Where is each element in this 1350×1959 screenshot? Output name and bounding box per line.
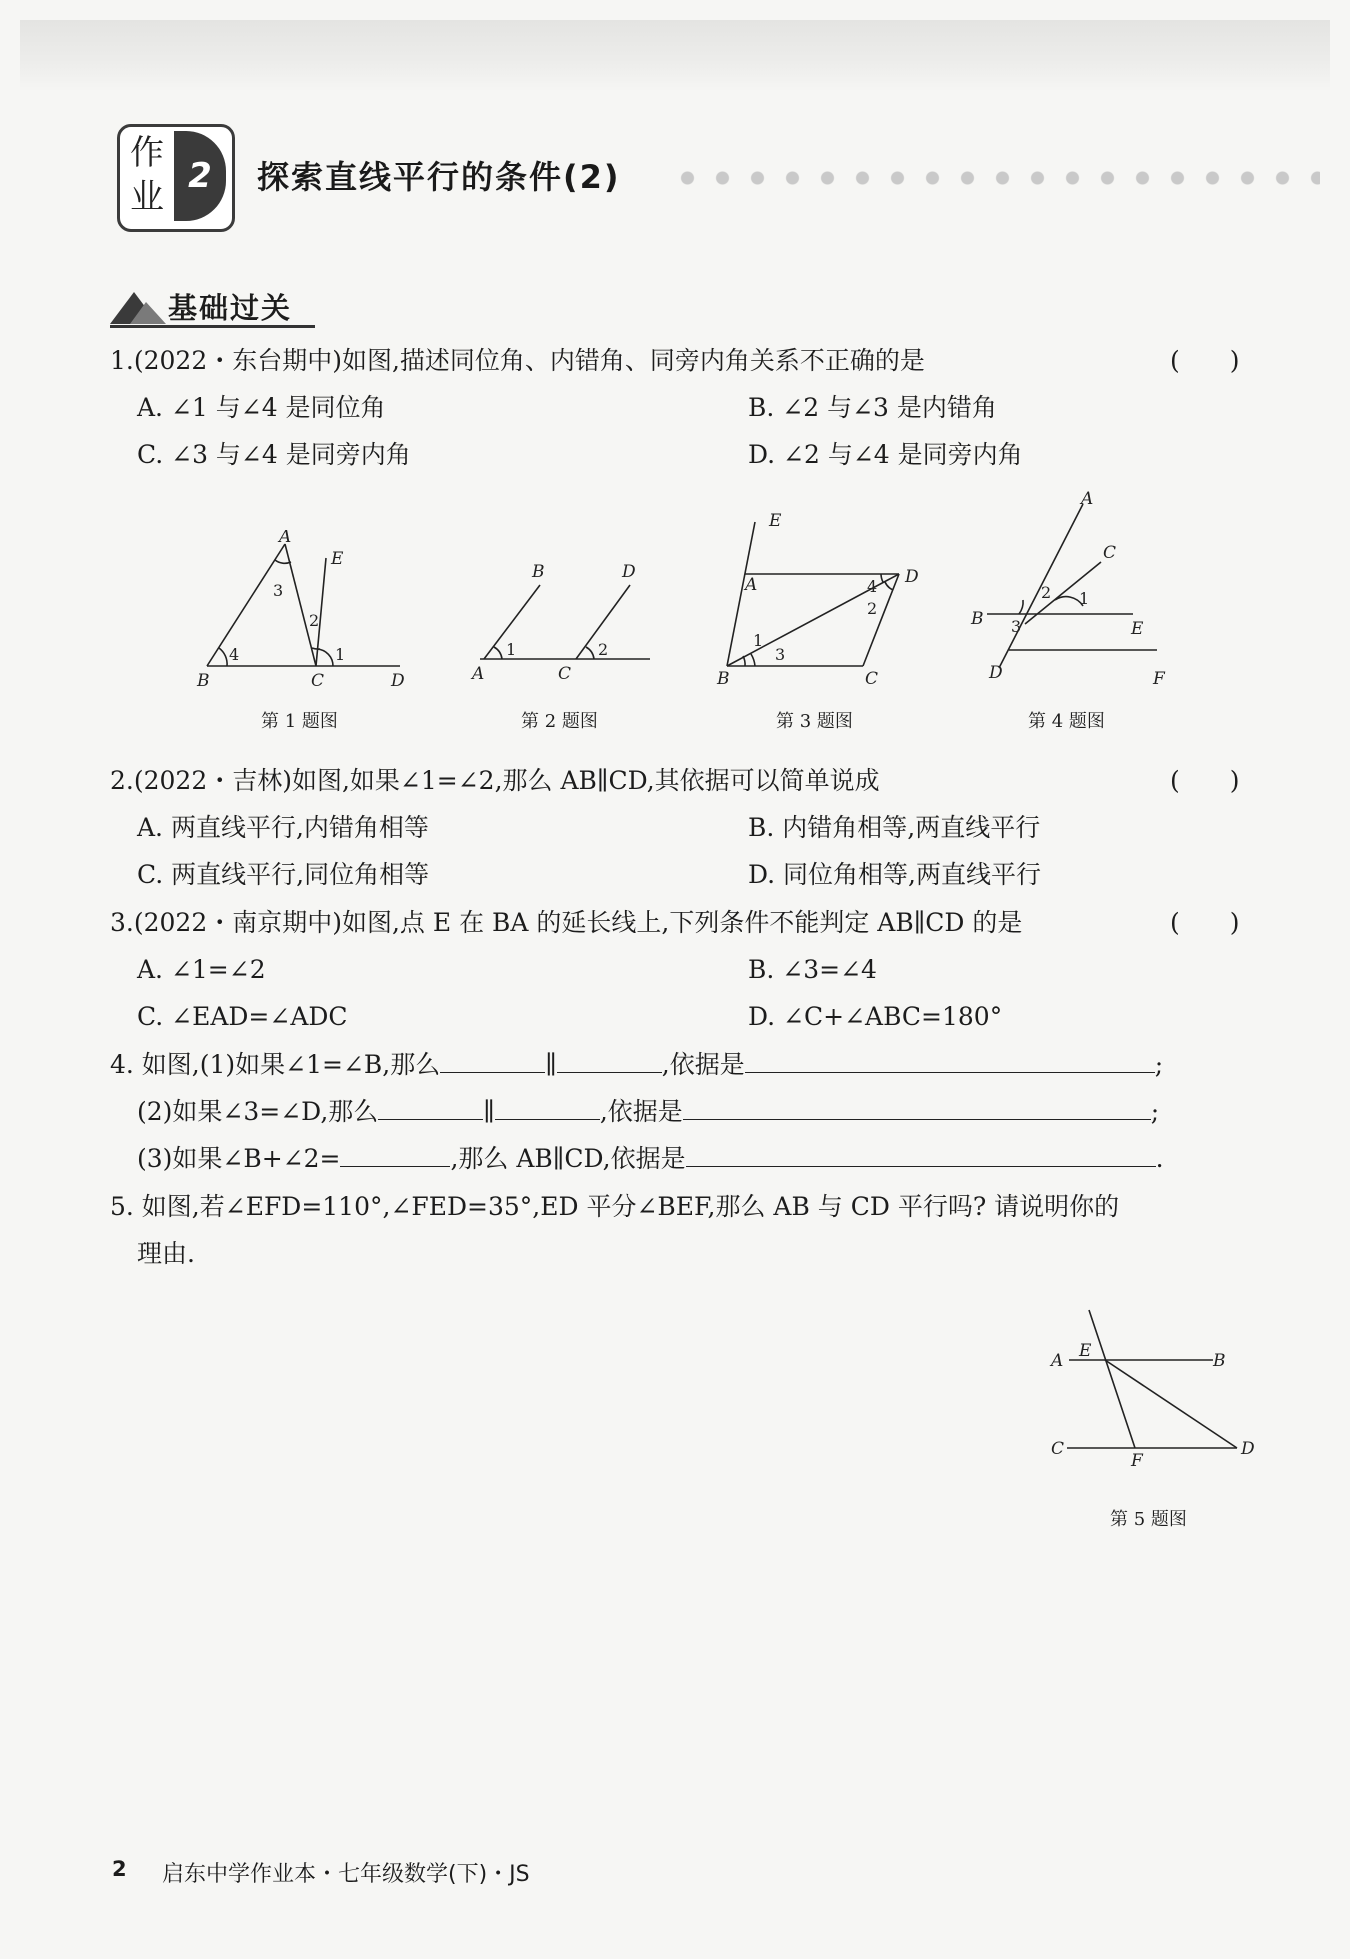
q4-line-1	[110, 1048, 1163, 1082]
decorative-dots	[670, 170, 1320, 186]
fig3-angle-2: 2	[867, 599, 878, 618]
fig3-angle-3: 3	[775, 645, 786, 664]
badge-label	[124, 131, 170, 221]
q2-option-b: B. 内错角相等,两直线平行	[748, 813, 1041, 842]
fig2-label-d: D	[622, 562, 636, 582]
q2-stem: 2.(2022・吉林)如图,如果∠1=∠2,那么 AB∥CD,其依据可以简单说成	[110, 766, 880, 795]
fig5-label-e: E	[1079, 1341, 1092, 1361]
q2-option-c: C. 两直线平行,同位角相等	[137, 860, 430, 889]
fig1-label-e: E	[331, 549, 344, 569]
fig4-label-b: B	[971, 609, 984, 629]
fig2-angle-2: 2	[598, 640, 609, 659]
fig1-label-b: B	[197, 671, 210, 690]
fig1-label-a: A	[279, 530, 292, 547]
q3-option-b: B. ∠3=∠4	[748, 955, 877, 984]
fig2-angle-1: 1	[506, 640, 517, 659]
fig3-label-d: D	[905, 567, 919, 587]
fig4-label-a: A	[1081, 489, 1094, 509]
q4-line-3	[137, 1142, 1164, 1176]
q4-1-blank-b[interactable]	[557, 1048, 662, 1073]
figure-1-caption: 第 1 题图	[261, 711, 338, 732]
q4-1-end: ;	[1154, 1050, 1164, 1079]
q4-3-prefix: (3)如果∠B+∠2=	[137, 1144, 341, 1173]
fig1-label-d: D	[391, 671, 405, 690]
fig3-label-b: B	[717, 669, 730, 689]
q1-stem: 1.(2022・东台期中)如图,描述同位角、内错角、同旁内角关系不正确的是	[110, 346, 925, 375]
q4-3-blank-a[interactable]	[340, 1142, 450, 1167]
fig1-angle-3: 3	[273, 581, 284, 600]
fig2-label-a: A	[472, 664, 485, 684]
fig3-angle-1: 1	[753, 631, 764, 650]
q4-3-reason-blank[interactable]	[686, 1142, 1156, 1167]
fig4-label-f: F	[1153, 669, 1165, 688]
fig4-label-d: D	[989, 663, 1003, 683]
badge-bottom-char: 业	[130, 177, 164, 217]
q3-option-d: D. ∠C+∠ABC=180°	[748, 1002, 1003, 1031]
q4-1-reason-label: ,依据是	[661, 1050, 745, 1079]
q1-answer-paren: ( )	[1170, 346, 1240, 375]
q2-option-d: D. 同位角相等,两直线平行	[748, 860, 1041, 889]
section-title: 基础过关	[168, 291, 293, 325]
figure-4-caption: 第 4 题图	[1028, 711, 1105, 732]
fig1-label-c: C	[311, 671, 325, 690]
section-underline	[110, 325, 315, 328]
fig3-label-a: A	[745, 575, 758, 595]
fig4-angle-1: 1	[1079, 589, 1090, 608]
assignment-badge	[117, 124, 235, 232]
badge-top-char: 作	[130, 133, 164, 173]
figure-3	[715, 510, 925, 694]
q4-line-2	[137, 1095, 1159, 1129]
q4-2-prefix: (2)如果∠3=∠D,那么	[137, 1097, 379, 1126]
q2-option-a: A. 两直线平行,内错角相等	[137, 813, 429, 842]
figure-3-caption: 第 3 题图	[776, 711, 853, 732]
q4-2-reason-label: ,依据是	[599, 1097, 683, 1126]
q4-1-parallel: ∥	[545, 1050, 557, 1079]
figure-5-caption: 第 5 题图	[1110, 1509, 1187, 1530]
fig4-angle-3: 3	[1011, 617, 1022, 636]
q1-option-b: B. ∠2 与∠3 是内错角	[748, 393, 997, 422]
fig5-label-b: B	[1213, 1351, 1226, 1371]
figure-4	[965, 488, 1185, 692]
q4-2-reason-blank[interactable]	[683, 1095, 1151, 1120]
q4-2-blank-b[interactable]	[495, 1095, 600, 1120]
figure-2	[470, 555, 660, 689]
book-title: 启东中学作业本・七年级数学(下)・JS	[162, 1862, 530, 1887]
fig1-angle-1: 1	[335, 645, 346, 664]
fig5-label-d: D	[1241, 1439, 1255, 1459]
q4-1-blank-a[interactable]	[440, 1048, 545, 1073]
figure-5	[1045, 1300, 1265, 1479]
q1-option-c: C. ∠3 与∠4 是同旁内角	[137, 440, 411, 469]
page-number: 2	[112, 1857, 127, 1881]
fig2-label-c: C	[558, 664, 572, 684]
q4-1-prefix: 4. 如图,(1)如果∠1=∠B,那么	[110, 1050, 441, 1079]
fig2-label-b: B	[532, 562, 545, 582]
q1-option-a: A. ∠1 与∠4 是同位角	[137, 393, 386, 422]
q5-stem-line-2: 理由.	[137, 1239, 195, 1268]
page-title: 探索直线平行的条件(2)	[257, 158, 621, 196]
fig5-label-a: A	[1051, 1351, 1064, 1371]
q4-2-parallel: ∥	[483, 1097, 495, 1126]
fig3-label-e: E	[769, 511, 782, 531]
q2-answer-paren: ( )	[1170, 766, 1240, 795]
q3-option-c: C. ∠EAD=∠ADC	[137, 1002, 348, 1031]
q5-stem-line-1: 5. 如图,若∠EFD=110°,∠FED=35°,ED 平分∠BEF,那么 AB 与 CD 平行吗? 请说明你的	[110, 1192, 1120, 1221]
fig1-angle-4: 4	[229, 645, 240, 664]
fig1-angle-2: 2	[309, 611, 320, 630]
figure-1	[195, 530, 415, 694]
q3-answer-paren: ( )	[1170, 908, 1240, 937]
q4-2-end: ;	[1150, 1097, 1160, 1126]
q4-3-end: .	[1155, 1144, 1164, 1173]
mountain-icon	[110, 286, 170, 326]
q3-option-a: A. ∠1=∠2	[137, 955, 266, 984]
q1-option-d: D. ∠2 与∠4 是同旁内角	[748, 440, 1023, 469]
q3-stem: 3.(2022・南京期中)如图,点 E 在 BA 的延长线上,下列条件不能判定 AB∥CD 的是	[110, 908, 1023, 937]
fig3-label-c: C	[865, 669, 879, 689]
q4-3-middle: ,那么 AB∥CD,依据是	[450, 1144, 686, 1173]
fig3-angle-4: 4	[867, 577, 878, 596]
fig4-label-c: C	[1103, 543, 1117, 563]
fig5-label-c: C	[1051, 1439, 1065, 1459]
q4-2-blank-a[interactable]	[378, 1095, 483, 1120]
fig5-label-f: F	[1131, 1451, 1143, 1471]
badge-number: 2	[174, 131, 226, 221]
figure-2-caption: 第 2 题图	[521, 711, 598, 732]
fig4-angle-2: 2	[1041, 583, 1052, 602]
fig4-label-e: E	[1131, 619, 1144, 639]
q4-1-reason-blank[interactable]	[745, 1048, 1155, 1073]
